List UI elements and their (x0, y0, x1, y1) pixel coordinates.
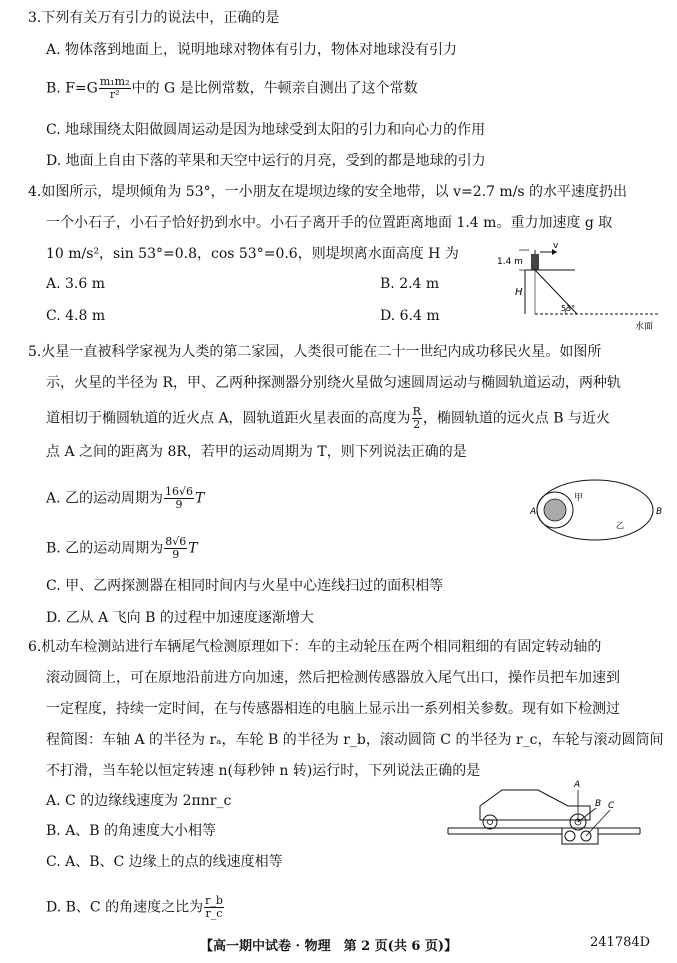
height-label: 1.4 m (497, 257, 523, 267)
q3-stem: 3.下列有关万有引力的说法中，正确的是 (28, 10, 280, 26)
q5-line-2: 示，火星的半径为 R，甲、乙两种探测器分别绕火星做匀速圆周运动与椭圆轨道运动，两种轨 (46, 375, 621, 391)
q4-option-c: C. 4.8 m (46, 308, 106, 324)
velocity-label: v (553, 241, 559, 251)
rear-wheel (483, 815, 497, 829)
point-b-label: B (656, 507, 663, 517)
q5-height-fraction: $\frac{R}{2}$ (412, 405, 421, 431)
water-label: 水面 (635, 322, 654, 332)
q4-option-d: D. 6.4 m (380, 308, 440, 324)
q6-line-5: 不打滑，当车轮以恒定转速 n(每秒钟 n 转)运行时，下列说法正确的是 (46, 763, 481, 779)
q6-option-b: B. A、B 的角速度大小相等 (46, 823, 217, 839)
q6-line-2: 滚动圆筒上，可在原地沿前进方向加速，然后把检测传感器放入尾气出口，操作员把车加速到 (46, 670, 620, 686)
q6-line-3: 一定程度，持续一定时间，在与传感器相连的电脑上显示出一系列相关参数。现有如下检测过 (46, 701, 620, 717)
q3-b-formula-prefix: B. F=G (46, 80, 98, 97)
q6-line-1: 6.机动车检测站进行车辆尾气检测原理如下：车的主动轮压在两个相同粗细的有固定转动轴的 (28, 639, 602, 655)
q3-option-a: A. 物体落到地面上，说明地球对物体有引力，物体对地球没有引力 (46, 42, 458, 58)
mars-orbit-figure (520, 476, 663, 548)
child-figure (531, 254, 539, 270)
label-b: B (595, 799, 602, 809)
q4-option-a: A. 3.6 m (46, 276, 106, 292)
q6-option-c: C. A、B、C 边缘上的点的线速度相等 (46, 854, 283, 870)
q5-line-3: 道相切于椭圆轨道的近火点 A，圆轨道距火星表面的高度为 $\frac{R}{2}$ ，椭圆轨道的远火点 B 与近火 (46, 405, 611, 431)
q3-b-fraction: $\frac{\text{m₁m₂}}{\text{r²}}$ (99, 75, 130, 101)
probe-yi-label: 乙 (616, 521, 624, 530)
q3-option-c: C. 地球围绕太阳做圆周运动是因为地球受到太阳的引力和向心力的作用 (46, 122, 486, 138)
q5-option-b: B. 乙的运动周期为 $\frac{8√6}{9}$ T (46, 535, 198, 561)
q6-option-d: D. B、C 的角速度之比为 $\frac{r\_b}{r\_c}$ (46, 894, 223, 920)
q6-line-4: 程简图：车轴 A 的半径为 rₐ，车轮 B 的半径为 r_b，滚动圆筒 C 的半径为 r_c，车轮与滚动圆筒间 (46, 732, 664, 748)
q5-option-c: C. 甲、乙两探测器在相同时间内与火星中心连线扫过的面积相等 (46, 578, 444, 594)
point-a-label: A (530, 507, 537, 517)
car-test-figure (440, 772, 660, 854)
q3-option-d: D. 地面上自由下落的苹果和天空中运行的月亮，受到的都是地球的引力 (46, 153, 486, 169)
q4-line-3: 10 m/s²，sin 53°=0.8，cos 53°=0.6，则堤坝离水面高度 H 为 (46, 246, 459, 262)
label-c: C (608, 801, 615, 811)
dam-figure (495, 240, 665, 335)
paper-code: 241784D (590, 935, 651, 950)
q5-a-fraction: $\frac{16√6}{9}$ (165, 485, 194, 511)
mars (544, 499, 566, 521)
q5-line-1: 5.火星一直被科学家视为人类的第二家园，人类很可能在二十一世纪内成功移民火星。如图所 (28, 344, 602, 360)
q5-b-fraction: $\frac{8√6}{9}$ (165, 535, 187, 561)
page-footer: 【高一期中试卷 · 物理 第 2 页(共 6 页)】 (200, 939, 458, 954)
q3-option-b (46, 76, 418, 101)
H-label: H (515, 287, 523, 298)
q4-line-2: 一个小石子，小石子恰好扔到水中。小石子离开手的位置距离地面 1.4 m。重力加速度 g 取 (46, 215, 613, 231)
q5-line-4: 点 A 之间的距离为 8R，若甲的运动周期为 T，则下列说法正确的是 (46, 444, 467, 460)
label-a: A (574, 780, 581, 790)
q6-d-fraction: $\frac{r\_b}{r\_c}$ (205, 894, 223, 920)
q5-option-a: A. 乙的运动周期为 $\frac{16√6}{9}$ T (46, 485, 205, 511)
q6-option-a: A. C 的边缘线速度为 2πnr_c (46, 793, 232, 809)
q4-line-1: 4.如图所示，堤坝倾角为 53°，一小朋友在堤坝边缘的安全地带，以 v=2.7 m/s 的水平速度扔出 (28, 184, 628, 200)
q5-option-d: D. 乙从 A 飞向 B 的过程中加速度逐渐增大 (46, 610, 314, 626)
roller-c-left (565, 831, 575, 841)
angle-label: 53° (561, 304, 576, 313)
q3-b-text: 中的 G 是比例常数，牛顿亲自测出了这个常数 (131, 80, 418, 97)
probe-jia-label: 甲 (574, 493, 584, 503)
q4-option-b: B. 2.4 m (380, 276, 440, 292)
